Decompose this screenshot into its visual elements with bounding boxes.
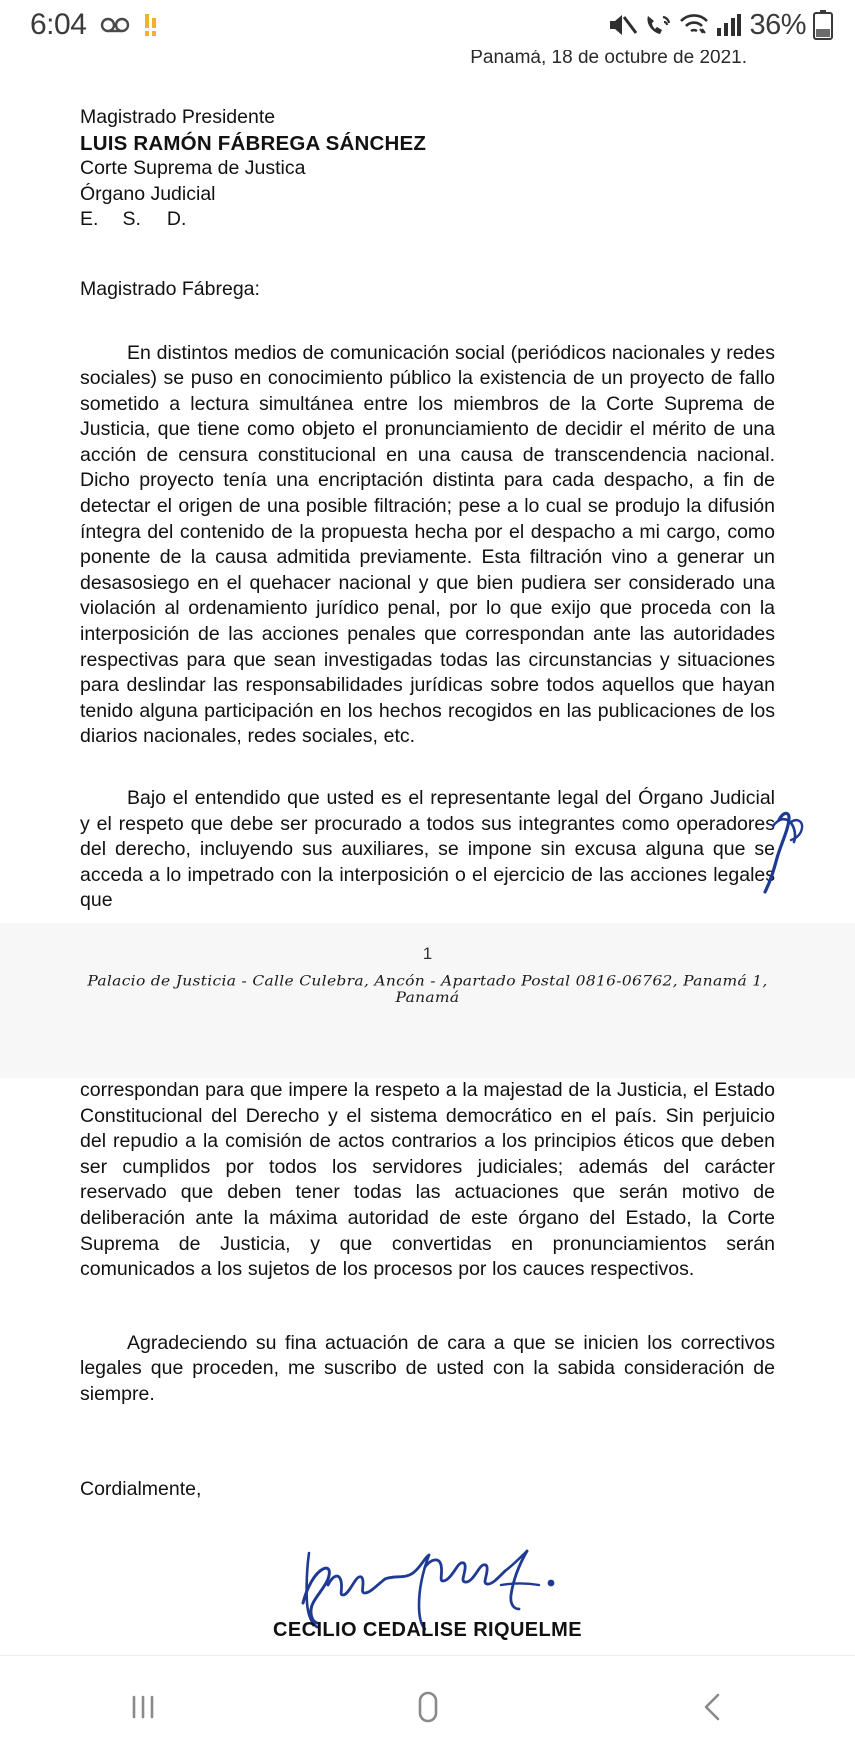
- addressee-title: Magistrado Presidente: [80, 106, 276, 128]
- status-clock: 6:04: [30, 8, 87, 41]
- status-bar: [0, 0, 855, 50]
- android-navigation-bar: [0, 1655, 855, 1758]
- home-button[interactable]: [368, 1656, 488, 1758]
- wifi-icon: [679, 12, 709, 38]
- battery-icon: [813, 10, 833, 40]
- body-paragraph-2: Bajo el entendido que usted es el representante legal del Órgano Judicial y el respeto que debe ser procurado a todos sus integrantes como operadores del derecho, incluyendo sus auxiliares, se impone sin excusa alguna que se acceda a lo impetrado con la interposición o el ejercicio de las acciones legales que: [80, 787, 775, 912]
- body-paragraph-4: Agradeciendo su fina actuación de cara a que se inicien los correctivos legales que proceden, me suscribo de usted con la sabida consideración de siempre.: [80, 1331, 775, 1405]
- status-bar-left: [30, 8, 158, 42]
- signal-bars-icon: [716, 12, 742, 38]
- addressee-block: [80, 105, 775, 233]
- back-icon: [693, 1687, 733, 1727]
- battery-percent-label: 36%: [749, 8, 806, 41]
- date-line: Panamá, 18 de octubre de 2021.: [470, 50, 747, 65]
- esd-e: E.: [80, 208, 99, 230]
- call-vibrate-icon: [644, 12, 672, 38]
- recent-apps-button[interactable]: [83, 1656, 203, 1758]
- salutation: Magistrado Fábrega:: [80, 277, 260, 300]
- document-page-1: [0, 50, 855, 1006]
- recent-apps-icon: [123, 1687, 163, 1727]
- document-page-2: [0, 1078, 855, 1655]
- voicemail-icon: [100, 16, 130, 34]
- closing-line: Cordialmente,: [80, 1477, 202, 1500]
- body-paragraph-1: En distintos medios de comunicación social (periódicos nacionales y redes sociales) se puso en conocimiento público la existencia de un proyecto de fallo sometido a lectura simultánea entre los miembros de la Corte Suprema de Justicia, que tiene como objeto el pronunciamiento de decidir el mérito de una acción de censura constitucional en una causa de transcendencia nacional. Dicho proyecto tenía una encriptación distinta para cada despacho, a fin de detectar el origen de una posible filtración; pese a lo cual se produjo la difusión íntegra del contenido de la propuesta hecha por el despacho a mi cargo, como ponente de la causa admitida previamente. Esta filtración vino a generar un desasosiego en el quehacer nacional y que bien pudiera ser considerado una violación al ordenamiento jurídico penal, por lo que exijo que proceda con la interposición de las acciones penales que correspondan ante las autoridades respectivas para que sean investigadas todas las circunstancias y situaciones para deslindar las responsabilidades jurídicas sobre todos aquellos que hayan tenido alguna participación en los hechos recogidos en las publicaciones de los diarios nacionales, redes sociales, etc.: [80, 341, 775, 748]
- equalizer-icon: [144, 14, 158, 36]
- home-icon: [407, 1686, 449, 1728]
- signature-block: [80, 1547, 775, 1655]
- addressee-organ: Órgano Judicial: [80, 182, 216, 205]
- addressee-court: Corte Suprema de Justica: [80, 157, 306, 179]
- footer-address: Palacio de Justicia - Calle Culebra, Ancón - Apartado Postal 0816-06762, Panamá 1, Panamá: [87, 972, 768, 1006]
- addressee-name: LUIS RAMÓN FÁBREGA SÁNCHEZ: [80, 131, 427, 155]
- signer-name: CECILIO CEDALISE RIQUELME: [273, 1618, 582, 1641]
- esd-d: D.: [166, 208, 187, 230]
- back-button[interactable]: [653, 1656, 773, 1758]
- document-viewer[interactable]: [0, 50, 855, 1655]
- mute-icon: [607, 12, 637, 38]
- status-bar-right: [607, 9, 833, 42]
- esd-s: S.: [122, 208, 141, 230]
- body-paragraph-3: correspondan para que impere la respeto a la majestad de la Justicia, el Estado Constitucional del Derecho y el sistema democrático en el país. Sin perjuicio del repudio a la comisión de actos contrarios a los principios éticos que deben ser cumplidos por todos los servidores judiciales; además del carácter reservado que deben tener todas las actuaciones que serán motivo de deliberación ante la máxima autoridad de este órgano del Estado, la Corte Suprema de Justicia, y que convertidas en pronunciamientos serán comunicados a los sujetos de los procesos por los cauces respectivos.: [80, 1079, 775, 1281]
- addressee-esd: [80, 207, 775, 233]
- page-number: 1: [422, 943, 433, 963]
